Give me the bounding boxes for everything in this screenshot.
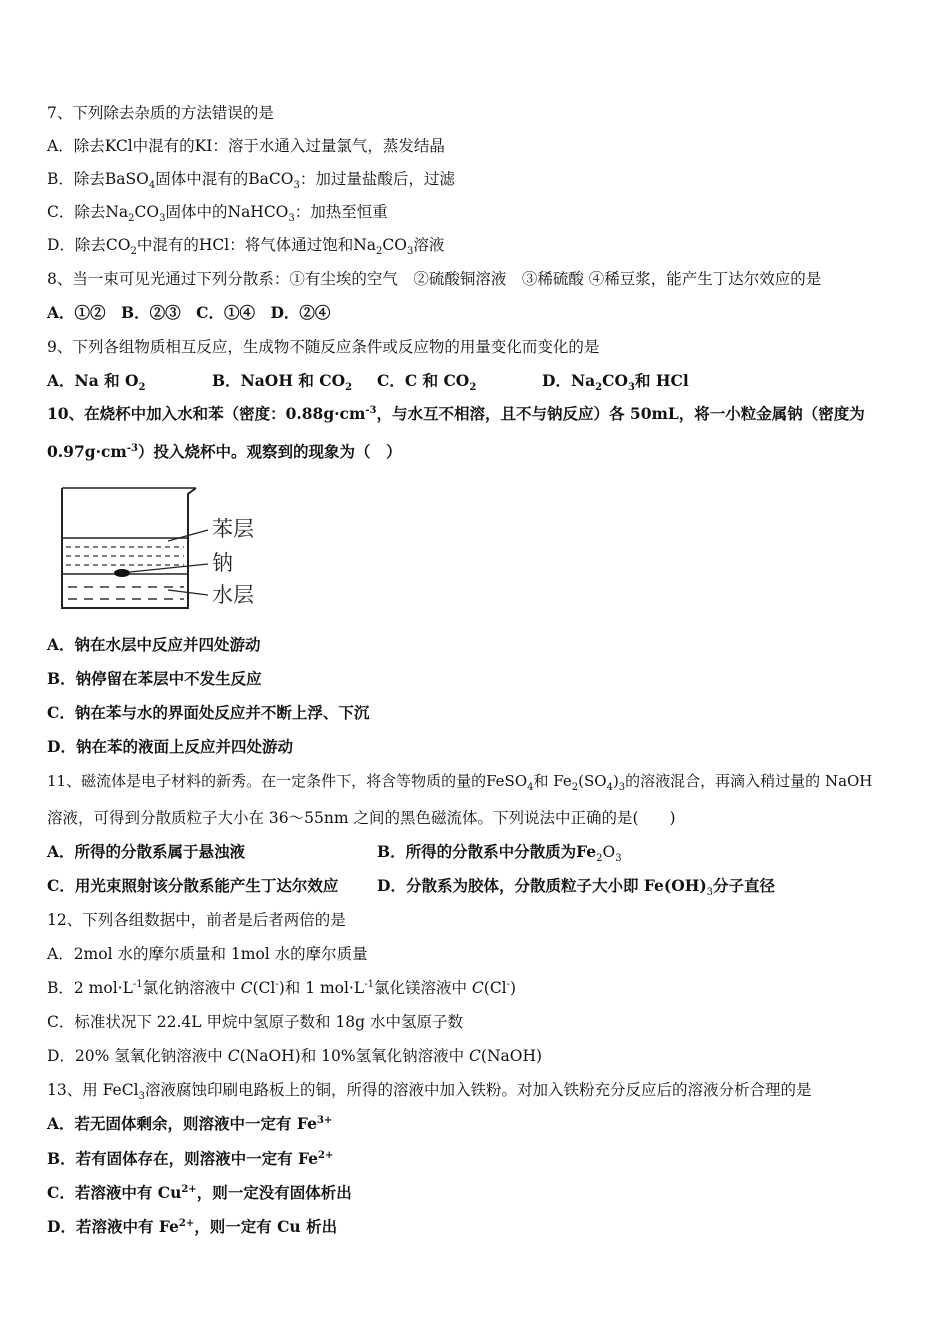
q11-option-a: A．所得的分散系属于悬浊液 [47,842,246,861]
q10-option-a: A．钠在水层中反应并四处游动 [47,635,261,654]
q12-stem: 12、下列各组数据中，前者是后者两倍的是 [47,911,346,929]
q12-option-a: A．2mol 水的摩尔质量和 1mol 水的摩尔质量 [47,945,368,963]
q12-option-b: B．2 $mol\cdot L^{-1}$氯化钠溶液中 C(Cl-)和 1 $mol\cdot L^{-1}$氯化镁溶液中 C(Cl-) [47,978,517,997]
q11-options-ab [47,842,622,865]
sodium-piece [114,569,130,577]
beaker-diagram [58,484,278,616]
q13-option-a: A．若无固体剩余，则溶液中一定有 $Fe^{3+}$ [47,1114,333,1133]
q11-options-cd [47,876,776,899]
q9-option-a: A．Na 和 $O_2$ [47,371,146,394]
q11-option-b: B．所得的分散系中分散质为$Fe_2O_3$ [377,842,622,865]
label-water-layer: 水层 [212,583,254,607]
q10-option-d: D．钠在苯的液面上反应并四处游动 [47,737,293,756]
q13-option-c: C．若溶液中有 $Cu^{2+}$，则一定没有固体析出 [47,1183,352,1202]
q7-option-b: B．除去BaSO$_4$固体中混有的BaCO$_3$：加过量盐酸后，过滤 [47,170,455,192]
q11-stem-line1: 11、磁流体是电子材料的新秀。在一定条件下，将含等物质的量的FeSO$_4$和 $Fe_2(SO_4)_3$的溶液混合，再滴入稍过量的 NaOH [47,772,873,793]
q9-option-c: C．C 和 $CO_2$ [377,371,477,394]
q9-stem: 9、下列各组物质相互反应，生成物不随反应条件或反应物的用量变化而变化的是 [47,338,600,356]
q10-option-c: C．钠在苯与水的界面处反应并不断上浮、下沉 [47,703,370,722]
q9-options [47,371,689,394]
q11-stem-line2: 溶液，可得到分散质粒子大小在 36～55nm 之间的黑色磁流体。下列说法中正确的是( ) [47,809,676,827]
q7-option-a: A．除去KCl中混有的KI：溶于水通入过量氯气，蒸发结晶 [47,137,445,155]
q13-option-d: D．若溶液中有 $Fe^{2+}$，则一定有 Cu 析出 [47,1217,338,1236]
q11-option-c: C．用光束照射该分散系能产生丁达尔效应 [47,876,339,895]
q9-option-d: D．$Na_2CO_3$和 HCl [542,371,689,394]
q8-stem: 8、当一束可见光通过下列分散系：①有尘埃的空气 ②硫酸铜溶液 ③稀硫酸 ④稀豆浆，能产生丁达尔效应的是 [47,270,822,288]
beaker-outline [62,488,196,608]
q7-option-d: D．除去$CO_2$中混有的HCl：将气体通过饱和$Na_2CO_3$溶液 [47,236,445,258]
q7-stem: 7、下列除去杂质的方法错误的是 [47,104,274,122]
q13-option-b: B．若有固体存在，则溶液中一定有 $Fe^{2+}$ [47,1149,334,1168]
q8-options: A．①② B．②③ C．①④ D．②④ [47,303,331,322]
q7-option-c: C．除去$Na_2CO_3$固体中的NaHCO$_3$：加热至恒重 [47,203,388,225]
q12-option-c: C．标准状况下 22.4L 甲烷中氢原子数和 18g 水中氢原子数 [47,1013,464,1031]
label-sodium: 钠 [212,551,233,575]
q11-option-d: D．分散系为胶体，分散质粒子大小即 $Fe(OH)_3$分子直径 [377,876,776,899]
q12-option-d: D．20% 氢氧化钠溶液中 C(NaOH)和 10%氢氧化钠溶液中 C(NaOH) [47,1047,543,1065]
q10-stem-line2: $0.97g\cdot cm^{-3}$）投入烧杯中。观察到的现象为（ ） [47,442,402,461]
q13-stem: 13、用 FeCl$_3$溶液腐蚀印刷电路板上的铜，所得的溶液中加入铁粉。对加入铁粉充分反应后的溶液分析合理的是 [47,1081,812,1103]
q10-stem-line1: 10、在烧杯中加入水和苯（密度：$0.88g\cdot cm^{-3}$，与水互不相溶，且不与钠反应）各 50mL，将一小粒金属钠（密度为 [47,404,865,423]
label-benzene-layer: 苯层 [212,517,254,541]
q9-option-b: B．NaOH 和 $CO_2$ [212,371,353,394]
q10-option-b: B．钠停留在苯层中不发生反应 [47,669,262,688]
